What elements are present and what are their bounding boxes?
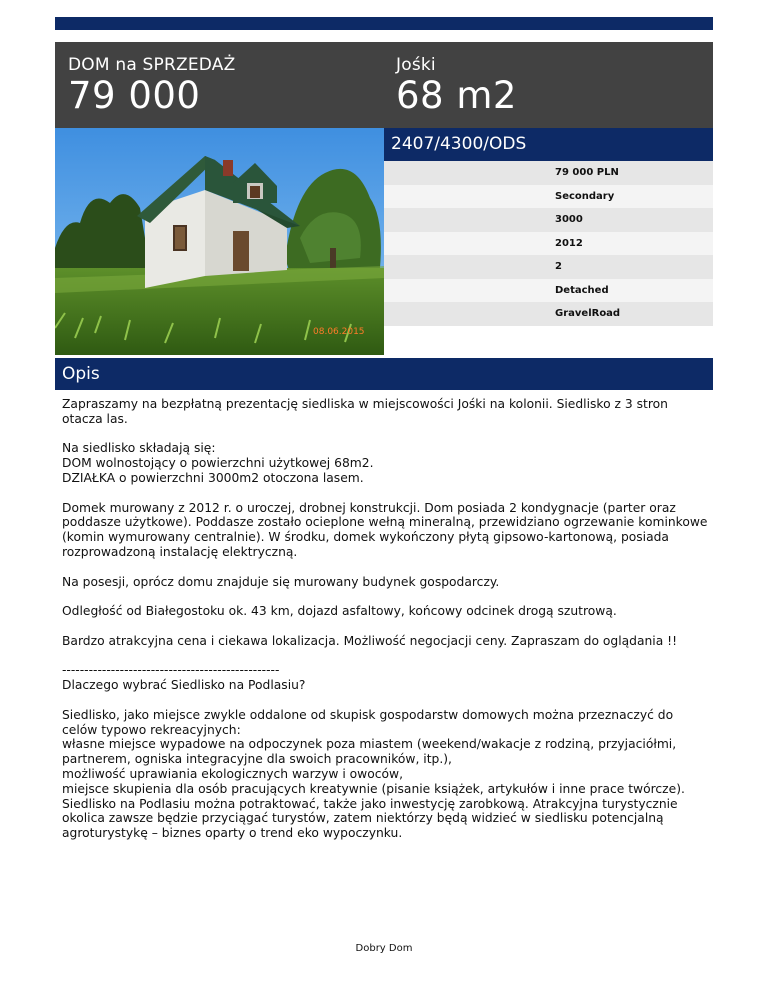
why-line: Siedlisko na Podlasiu można potraktować, także jako inwestycję zarobkową. Atrakcyjna turystycznie okolica zawsze będzie przyciągać turystów, zatem niektórzy będą widzieć w siedlisku potencjalną agroturystykę – biznes oparty o trend eko wypoczynku. — [62, 796, 678, 841]
desc-outbuilding: Na posesji, oprócz domu znajduje się murowany budynek gospodarczy. — [62, 574, 500, 589]
fact-floors: 2 — [384, 255, 713, 279]
desc-offer: Bardzo atrakcyjna cena i ciekawa lokalizacja. Możliwość negocjacji ceny. Zapraszam do oglądania !! — [62, 633, 678, 648]
fact-plot-area: 3000 — [384, 208, 713, 232]
listing-area: 68 m2 — [396, 74, 517, 117]
desc-why-details — [62, 708, 710, 841]
footer-brand: Dobry Dom — [355, 943, 413, 954]
fact-market: Secondary — [384, 185, 713, 209]
why-line: własne miejsce wypadowe na odpoczynek poza miastem (weekend/wakacje z rodziną, przyjaciółmi, partnerem, ogniska integracyjne dla swoich pracowników, itp.), — [62, 737, 677, 767]
desc-composition-line: DZIAŁKA o powierzchni 3000m2 otoczona lasem. — [62, 470, 364, 485]
why-title: Dlaczego wybrać Siedlisko na Podlasiu? — [62, 678, 306, 693]
listing-price: 79 000 — [68, 74, 201, 117]
listing-location: Jośki — [396, 55, 436, 75]
desc-composition-line: DOM wolnostojący o powierzchni użytkowej 68m2. — [62, 456, 374, 471]
photo-timestamp: 08.06.2015 — [313, 327, 365, 337]
desc-distance: Odległość od Białegostoku ok. 43 km, dojazd asfaltowy, końcowy odcinek drogą szutrową. — [62, 604, 617, 619]
description-body — [62, 397, 710, 856]
listing-type-label: DOM na SPRZEDAŻ — [68, 55, 236, 75]
desc-construction: Domek murowany z 2012 r. o uroczej, drobnej konstrukcji. Dom posiada 2 kondygnacje (parter oraz poddasze użytkowe). Poddasze zostało ocieplone wełną mineralną, przewidziano ogrzewanie kominkowe (komin wymurowany centralnie). W środku, domek wykończony płytą gipsowo-kartonową, posiada rozprowadzoną instalację elektryczną. — [62, 500, 708, 559]
why-line: możliwość uprawiania ekologicznych warzyw i owoców, — [62, 766, 404, 781]
property-photo — [55, 128, 384, 355]
description-heading: Opis — [55, 358, 713, 390]
fact-year-built: 2012 — [384, 232, 713, 256]
why-line: Siedlisko, jako miejsce zwykle oddalone od skupisk gospodarstw domowych można przeznaczyć do celów typowo rekreacyjnych: — [62, 707, 674, 737]
facts-table — [384, 161, 713, 326]
desc-why — [62, 663, 710, 693]
why-line: miejsce skupienia dla osób pracujących kreatywnie (pisanie książek, artykułów i inne prace twórcze). — [62, 781, 685, 796]
desc-composition-line: Na siedlisko składają się: — [62, 441, 216, 456]
top-accent-bar — [55, 17, 713, 30]
fact-access-road: GravelRoad — [384, 302, 713, 326]
desc-intro: Zapraszamy na bezpłatną prezentację siedliska w miejscowości Jośki na kolonii. Siedlisko z 3 stron otacza las. — [62, 397, 668, 426]
fact-price: 79 000 PLN — [384, 161, 713, 185]
listing-header — [55, 42, 713, 128]
reference-number: 2407/4300/ODS — [384, 128, 713, 161]
desc-composition — [62, 441, 710, 485]
separator-line: ------------------------------------------------- — [62, 663, 280, 678]
fact-building-type: Detached — [384, 279, 713, 303]
